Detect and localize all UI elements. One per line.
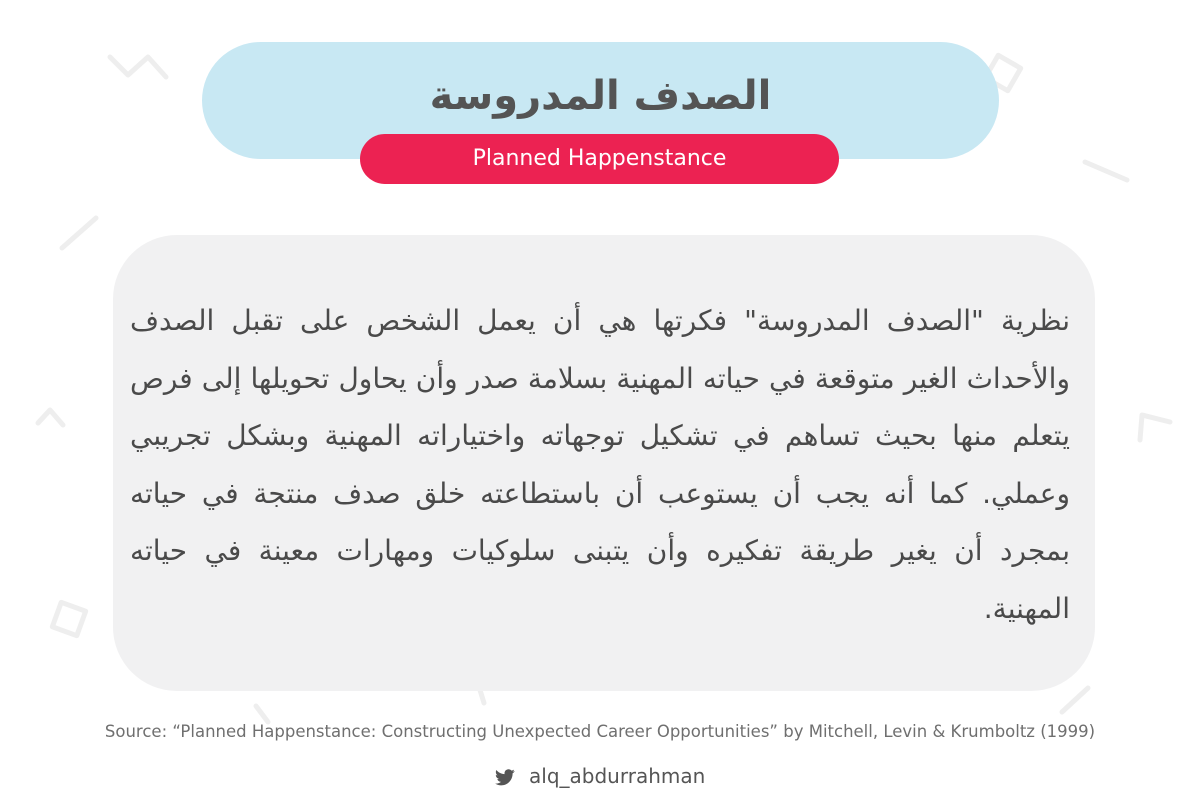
body-paragraph: نظرية "الصدف المدروسة" فكرتها هي أن يعمل الشخص على تقبل الصدف والأحداث الغير متوقعة في حياته المهنية بسلامة صدر وأن يحاول تحويلها إلى فرص يتعلم منها بحيث تساهم في تشكيل توجهاته واختياراته المهنية وبشكل تجريبي وعملي. كما أنه يجب أن يستوعب أن باستطاعته خلق صدف منتجة في حياته بمجرد أن يغير طريقة تفكيره وأن يتبنى سلوكيات ومهارات معينة في حياته المهنية. — [130, 304, 1070, 625]
twitter-handle — [0, 764, 1200, 788]
dash-decoration — [1062, 688, 1088, 712]
source-citation: Source: “Planned Happenstance: Constructing Unexpected Career Opportunities” by Mitchell, Levin & Krumboltz (1999) — [104, 722, 1096, 741]
square-decoration — [52, 602, 85, 635]
dash-decoration — [1085, 162, 1127, 180]
twitter-handle-text: alq_abdurrahman — [529, 764, 706, 788]
title-arabic: الصدف المدروسة — [429, 73, 772, 119]
chevron-decoration — [1140, 415, 1170, 440]
zigzag-decoration — [110, 57, 166, 77]
dash-decoration — [256, 706, 268, 722]
chevron-decoration — [38, 410, 63, 425]
twitter-bird-icon — [495, 769, 515, 786]
dash-decoration — [480, 690, 484, 703]
title-english-badge: Planned Happenstance — [360, 134, 839, 184]
dash-decoration — [62, 218, 96, 248]
